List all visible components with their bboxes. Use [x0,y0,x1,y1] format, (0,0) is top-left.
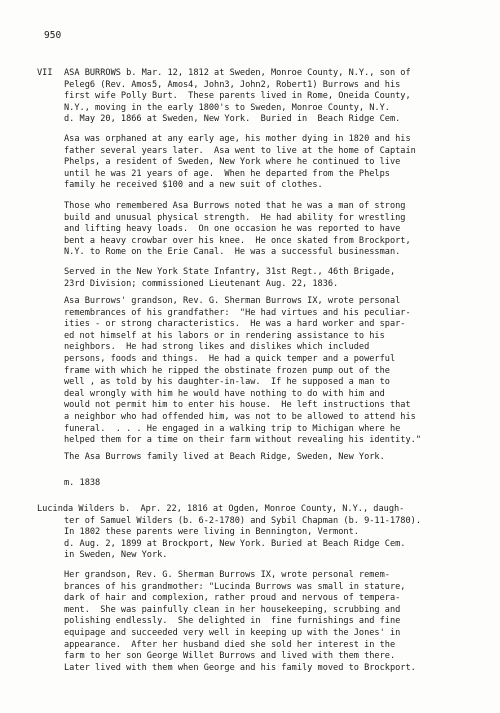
paragraph-line: Later lived with them when George and his family moved to Brockport. [64,662,416,673]
paragraph-line: father several years later. Asa went to live at the home of Captain [64,145,416,156]
paragraph-line: N.Y. to Rome on the Erie Canal. He was a successful businessman. [64,247,401,258]
paragraph-line: Asa was orphaned at any early age, his mother dying in 1820 and his [64,134,411,144]
paragraph-line: remembrances of his grandfather: "He had virtues and his peculiar- [64,307,411,318]
asa-burrows-entry [64,68,492,126]
paragraph-line: The Asa Burrows family lived at Beach Ridge, Sweden, New York. [64,452,385,462]
paragraph-line: dark of hair and complexion, rather proud and nervous of tempera- [64,593,401,604]
paragraph-lucinda-remembrance [64,570,492,674]
paragraph-line: deal wrongly with him he would have nothing to do with him and [64,388,385,399]
paragraph-line: polishing endlessly. She delighted in fine furnishings and fine [64,616,401,627]
entry-number: VII [37,68,53,78]
paragraph-line: Asa Burrows' grandson, Rev. G. Sherman Burrows IX, wrote personal [64,296,401,306]
asa-line-5: d. May 20, 1866 at Sweden, New York. Buried in Beach Ridge Cem. [64,114,401,125]
paragraph-line: neighbors. He had strong likes and dislikes which included [64,342,370,353]
paragraph-line: frame with which he ripped the obstinate frozen pump out of the [64,365,390,376]
page-number: 950 [44,30,62,41]
paragraph-family-residence [64,452,492,464]
paragraph-line: ities - or strong characteristics. He was a hard worker and spar- [64,319,406,330]
paragraph-military [64,267,492,290]
paragraph-line: Served in the New York State Infantry, 31st Regt., 46th Brigade, [64,267,396,277]
paragraph-line: would not permit him to enter his house. He left instructions that [64,400,411,411]
paragraph-grandson-remembrance [64,296,492,447]
lucinda-line-1: Lucinda Wilders b. Apr. 22, 1816 at Ogden, Monroe County, N.Y., daugh- [37,504,405,514]
paragraph-line: funeral. . . . He engaged in a walking trip to Michigan where he [64,423,401,434]
paragraph-line: appearance. After her husband died she sold her interest in the [64,639,396,650]
paragraph-line: brances of his grandmother: "Lucinda Burrows was small in stature, [64,581,406,592]
marriage-date [64,478,492,490]
paragraph-line: well , as told by his daughter-in-law. If he supposed a man to [64,377,390,388]
asa-line-2: Peleg6 (Rev. Amos5, Amos4, John3, John2, Robert1) Burrows and his [64,79,401,90]
paragraph-line: farm to her son George Willet Burrows and lived with them there. [64,651,396,662]
paragraph-line: bent a heavy crowbar over his knee. He once skated from Brockport, [64,235,411,246]
paragraph-line: until he was 21 years of age. When he departed from the Phelps [64,168,390,179]
lucinda-line-3: In 1802 these parents were living in Bennington, Vermont. [64,527,359,538]
asa-line-4: N.Y., moving in the early 1800's to Sweden, Monroe County, N.Y. [64,102,390,113]
lucinda-line-4: d. Aug. 2, 1899 at Brockport, New York. Buried at Beach Ridge Cem. [64,538,406,549]
asa-line-1: ASA BURROWS b. Mar. 12, 1812 at Sweden, Monroe County, N.Y., son of [64,68,411,78]
paragraph-line: ed not himself at his labors or in rendering assistance to his [64,330,385,341]
paragraph-line: family he received $100 and a new suit of clothes. [64,180,323,191]
lucinda-wilders-entry [37,504,495,562]
paragraph-line: 23rd Division; commissioned Lieutenant Aug. 22, 1836. [64,278,339,289]
paragraph-strength [64,201,492,259]
paragraph-line: ment. She was painfully clean in her housekeeping, scrubbing and [64,604,401,615]
paragraph-line: build and unusual physical strength. He had ability for wrestling [64,212,406,223]
lucinda-line-2: ter of Samuel Wilders (b. 6-2-1780) and Sybil Chapman (b. 9-11-1780). [64,515,421,526]
paragraph-line: Phelps, a resident of Sweden, New York where he continued to live [64,157,401,168]
paragraph-line: helped them for a time on their farm without revealing his identity." [64,435,421,446]
paragraph-line: equipage and succeeded very well in keeping up with the Jones' in [64,627,401,638]
paragraph-line: Those who remembered Asa Burrows noted that he was a man of strong [64,201,406,211]
paragraph-line: persons, foods and things. He had a quick temper and a powerful [64,353,396,364]
paragraph-line: and lifting heavy loads. On one occasion he was reported to have [64,224,401,235]
asa-line-3: first wife Polly Burt. These parents lived in Rome, Oneida County, [64,91,411,102]
paragraph-line: a neighbor who had offended him, was not to be allowed to attend his [64,411,416,422]
paragraph-line: Her grandson, Rev. G. Sherman Burrows IX, wrote personal remem- [64,570,390,580]
marriage-line: m. 1838 [64,478,101,488]
paragraph-orphaned [64,134,492,192]
lucinda-line-5: in Sweden, New York. [64,550,168,561]
